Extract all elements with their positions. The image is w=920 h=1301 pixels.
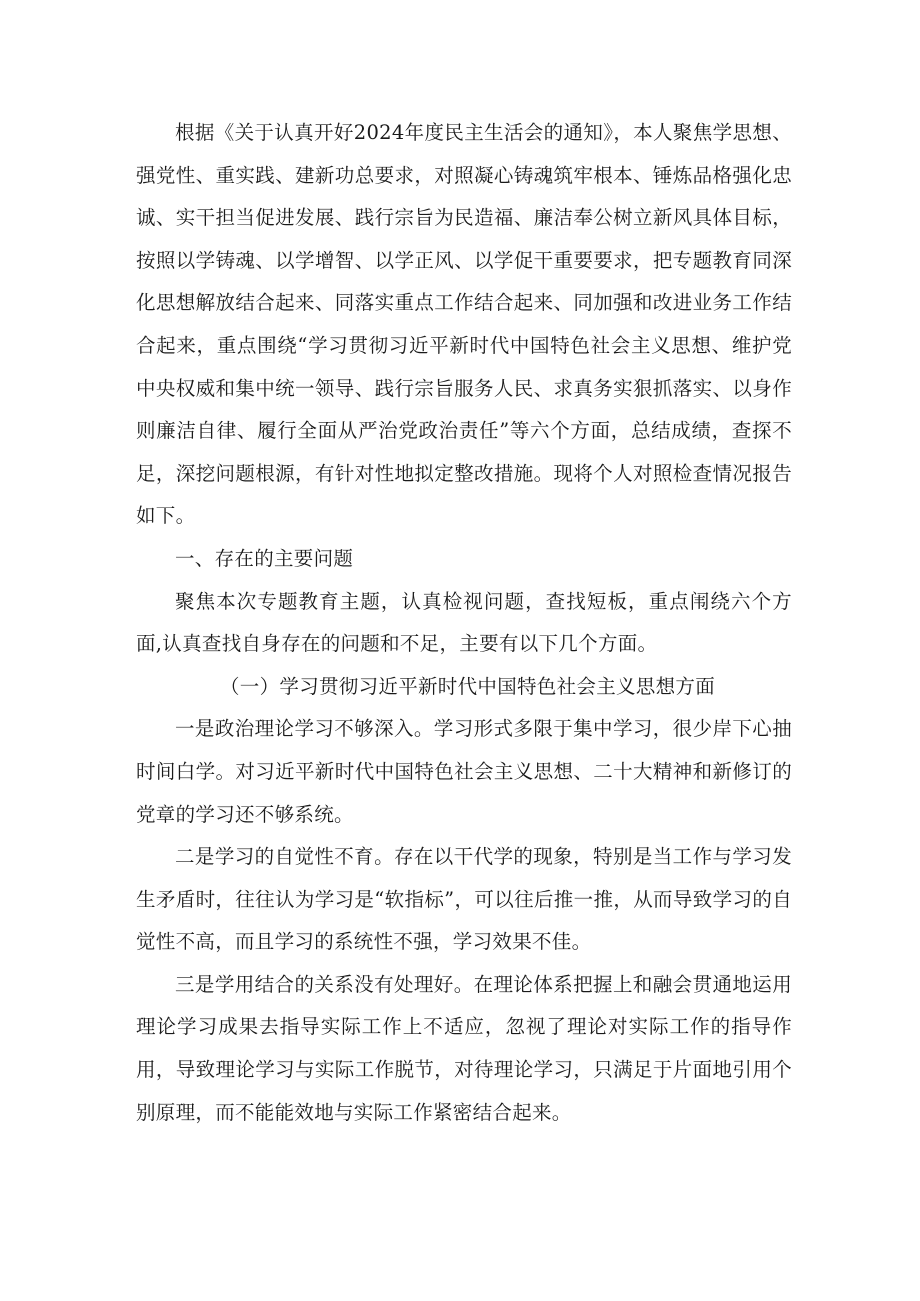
point-paragraph-1: 一是政治理论学习不够深入。学习形式多限于集中学习，很少岸下心抽时间白学。对习近平新时代中国特色社会主义思想、二十大精神和新修订的党章的学习还不够系统。 <box>136 717 792 826</box>
intro-paragraph: 根据《关于认真开好2024年度民主生活会的通知》，本人聚焦学思想、强党性、重实践、建新功总要求，对照凝心铸魂筑牢根本、锤炼品格强化忠诚、实干担当促进发展、践行宗旨为民造福、廉洁奉公树立新风具体目标，按照以学铸魂、以学增智、以学正风、以学促干重要要求，把专题教育同深化思想解放结合起来、同落实重点工作结合起来、同加强和改进业务工作结合起来，重点围绕“学习贯彻习近平新时代中国特色社会主义思想、维护党中央权威和集中统一领导、践行宗旨服务人民、求真务实狠抓落实、以身作则廉洁自律、履行全面从严治党政治责任”等六个方面，总结成绩，查探不足，深挖问题根源，有针对性地拟定整改措施。现将个人对照检查情况报告如下。 <box>136 121 792 528</box>
section-intro-paragraph: 聚焦本次专题教育主题，认真检视问题，查找短板，重点闱绕六个方面,认真查找自身存在的问题和不足，主要有以下几个方面。 <box>136 589 792 656</box>
document-body <box>136 112 792 1134</box>
subsection-heading-theory: （一）学习贯彻习近平新时代中国特色社会主义思想方面 <box>220 674 716 698</box>
section-heading-problems: 一、存在的主要问题 <box>175 546 354 570</box>
point-paragraph-3: 三是学用结合的关系没有处理好。在理论体系把握上和融会贯通地运用理论学习成果去指导实际工作上不适应，忽视了理论对实际工作的指导作用，导致理论学习与实际工作脱节，对待理论学习，只满足于片面地引用个别原理，而不能能效地与实际工作紧密结合起来。 <box>136 972 792 1124</box>
point-paragraph-2: 二是学习的自觉性不育。存在以干代学的现象，特别是当工作与学习发生矛盾时，往往认为学习是“软指标”，可以往后推一推，从而导致学习的自觉性不高，而且学习的系统性不强，学习效果不佳。 <box>136 845 792 954</box>
